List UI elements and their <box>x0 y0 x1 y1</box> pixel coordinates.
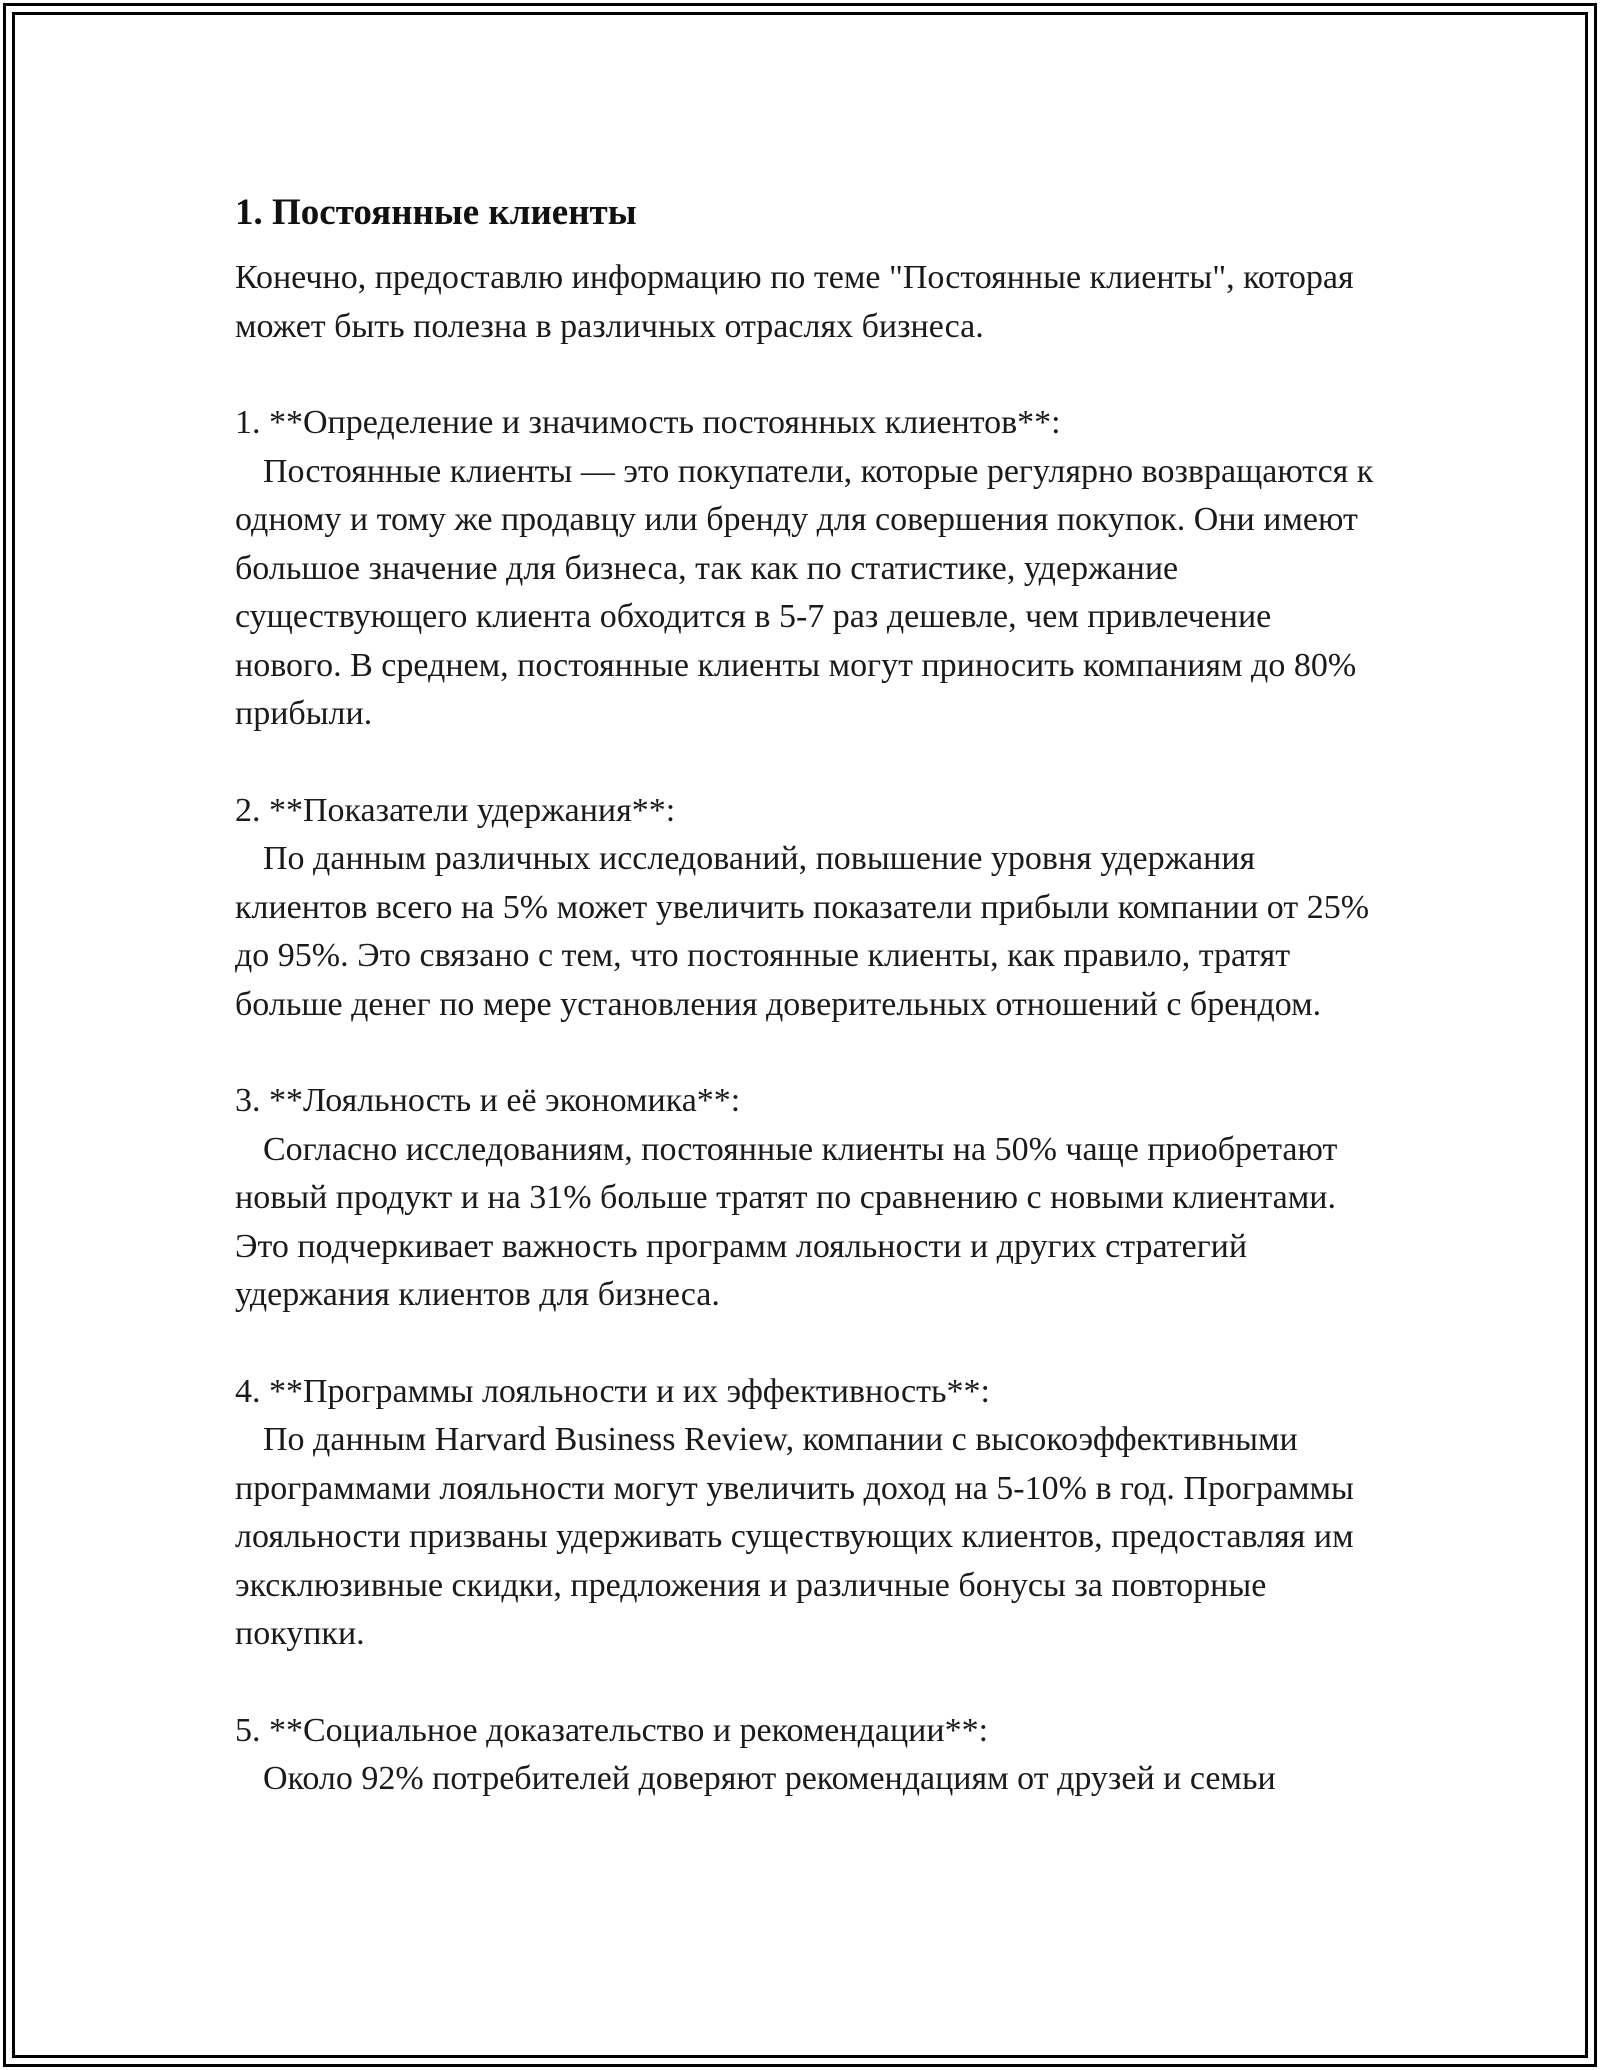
section-body: Постоянные клиенты — это покупатели, которые регулярно возвращаются к одному и тому же продавцу или бренду для совершения покупок. Они имеют большое значение для бизнеса, так как по статистике, удержание существующего клиента обходится в 5-7 раз дешевле, чем привлечение нового. В среднем, постоянные клиенты могут приносить компаниям до 80% прибыли. <box>235 452 1374 732</box>
section-body: По данным различных исследований, повышение уровня удержания клиентов всего на 5% может увеличить показатели прибыли компании от 25% до 95%. Это связано с тем, что постоянные клиенты, как правило, тратят больше денег по мере установления доверительных отношений с брендом. <box>235 840 1370 1023</box>
section-1 <box>235 399 1395 739</box>
section-5 <box>235 1707 1395 1804</box>
section-heading: 2. **Показатели удержания**: <box>235 791 676 829</box>
section-body: Согласно исследованиям, постоянные клиенты на 50% чаще приобретают новый продукт и на 31% больше тратят по сравнению с новыми клиентами. Это подчеркивает важность программ лояльности и других стратегий удержания клиентов для бизнеса. <box>235 1130 1338 1313</box>
section-2 <box>235 787 1395 1030</box>
section-heading: 4. **Программы лояльности и их эффективность**: <box>235 1372 990 1410</box>
section-4 <box>235 1368 1395 1659</box>
section-heading: 1. **Определение и значимость постоянных клиентов**: <box>235 404 1061 441</box>
section-body: По данным Harvard Business Review, компании с высокоэффективными программами лояльности могут увеличить доход на 5-10% в год. Программы лояльности призваны удерживать существующих клиентов, предоставляя им эксклюзивные скидки, предложения и различные бонусы за повторные покупки. <box>235 1421 1354 1652</box>
document-page <box>235 180 1395 1804</box>
section-heading: 3. **Лояльность и её экономика**: <box>235 1082 741 1119</box>
section-heading: 5. **Социальное доказательство и рекомендации**: <box>235 1711 989 1749</box>
section-body: Около 92% потребителей доверяют рекомендациям от друзей и семьи <box>263 1760 1276 1797</box>
document-title: 1. Постоянные клиенты <box>235 192 637 233</box>
section-3 <box>235 1077 1395 1320</box>
intro-paragraph: Конечно, предоставлю информацию по теме "Постоянные клиенты", которая может быть полезна в различных отраслях бизнеса. <box>235 259 1354 345</box>
